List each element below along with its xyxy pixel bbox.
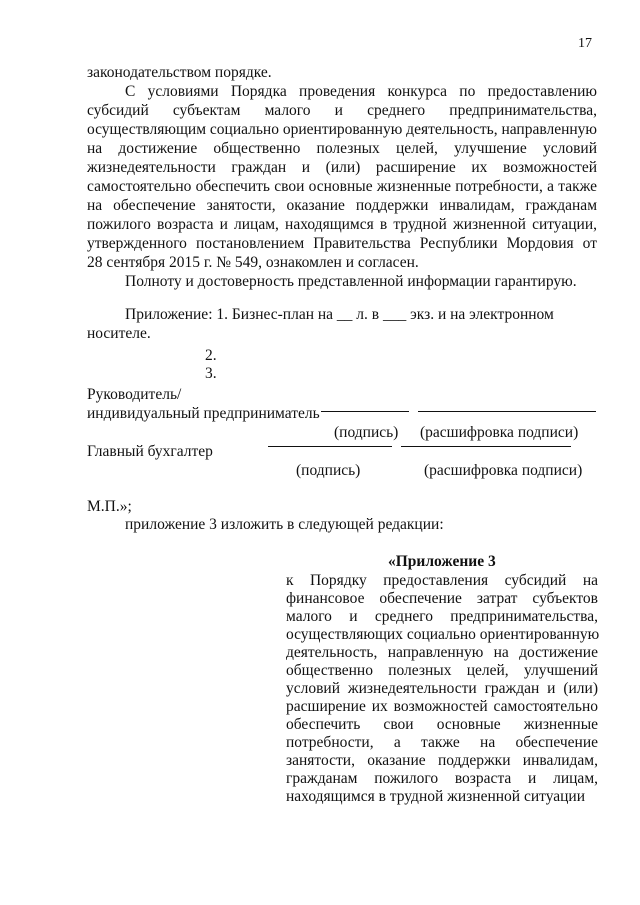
decoding-caption: (расшифровка подписи) bbox=[424, 462, 583, 479]
body-line: Полноту и достоверность представленной информации гарантирую. bbox=[125, 273, 577, 290]
attachment-line: Приложение: 1. Бизнес-план на __ л. в ___ экз. и на электронном bbox=[125, 306, 554, 323]
appendix-line: гражданам пожилого возраста и лицам, bbox=[286, 770, 598, 787]
appendix-line: общественно полезных целей, улучшений bbox=[286, 662, 598, 679]
appendix-line: условий жизнедеятельности граждан и (или) bbox=[286, 680, 598, 697]
body-line: осуществляющим социально ориентированную деятельность, направленную bbox=[87, 121, 597, 138]
appendix-line: занятости, оказание поддержки инвалидам, bbox=[286, 752, 598, 769]
appendix-line: потребности, а также на обеспечение bbox=[286, 734, 598, 751]
decoding-caption: (расшифровка подписи) bbox=[420, 424, 579, 441]
instruction-text: приложение 3 изложить в следующей редакции: bbox=[125, 516, 444, 533]
head-title: Руководитель/ bbox=[87, 386, 182, 403]
body-line: законодательством порядке. bbox=[87, 64, 272, 81]
body-line: С условиями Порядка проведения конкурса по предоставлению bbox=[125, 83, 597, 100]
appendix-line: к Порядку предоставления субсидий на bbox=[286, 572, 598, 589]
body-line: самостоятельно обеспечить свои основные жизненные потребности, а также bbox=[87, 178, 597, 195]
body-line: субсидий субъектам малого и среднего предпринимательства, bbox=[87, 102, 597, 119]
appendix-line: финансовое обеспечение затрат субъектов bbox=[286, 590, 598, 607]
appendix-line: малого и среднего предпринимательства, bbox=[286, 608, 598, 625]
appendix-title: «Приложение 3 bbox=[388, 553, 496, 570]
body-line: на достижение общественно полезных целей, улучшение условий bbox=[87, 140, 597, 157]
appendix-line: деятельность, направленную на достижение bbox=[286, 644, 598, 661]
head-title: индивидуальный предприниматель bbox=[87, 405, 320, 422]
appendix-line: расширение их возможностей самостоятельно bbox=[286, 698, 598, 715]
appendix-line: находящимся в трудной жизненной ситуации bbox=[286, 788, 586, 805]
body-line: утвержденного постановлением Правительства Республики Мордовия от bbox=[87, 235, 597, 252]
body-line: на обеспечение занятости, оказание поддержки инвалидам, гражданам bbox=[87, 197, 597, 214]
accountant-signature-line bbox=[268, 446, 392, 447]
head-decoding-line bbox=[418, 411, 596, 412]
body-line: 28 сентября 2015 г. № 549, ознакомлен и согласен. bbox=[87, 254, 419, 271]
appendix-line: обеспечить свои основные жизненные bbox=[286, 716, 598, 733]
body-line: пожилого возраста и лицам, находящимся в трудной жизненной ситуации, bbox=[87, 216, 597, 233]
accountant-title: Главный бухгалтер bbox=[87, 443, 213, 460]
seal-mark: М.П.»; bbox=[87, 498, 132, 515]
head-signature-line bbox=[321, 411, 409, 412]
attachment-line: носителе. bbox=[87, 325, 151, 342]
signature-caption: (подпись) bbox=[334, 424, 399, 441]
body-line: жизнедеятельности граждан и (или) расширение их возможностей bbox=[87, 159, 597, 176]
attachment-item: 2. bbox=[205, 347, 217, 364]
page-number: 17 bbox=[578, 36, 592, 51]
attachment-item: 3. bbox=[205, 365, 217, 382]
signature-caption: (подпись) bbox=[296, 462, 361, 479]
accountant-decoding-line bbox=[401, 446, 571, 447]
appendix-line: осуществляющих социально ориентированную bbox=[286, 626, 600, 643]
